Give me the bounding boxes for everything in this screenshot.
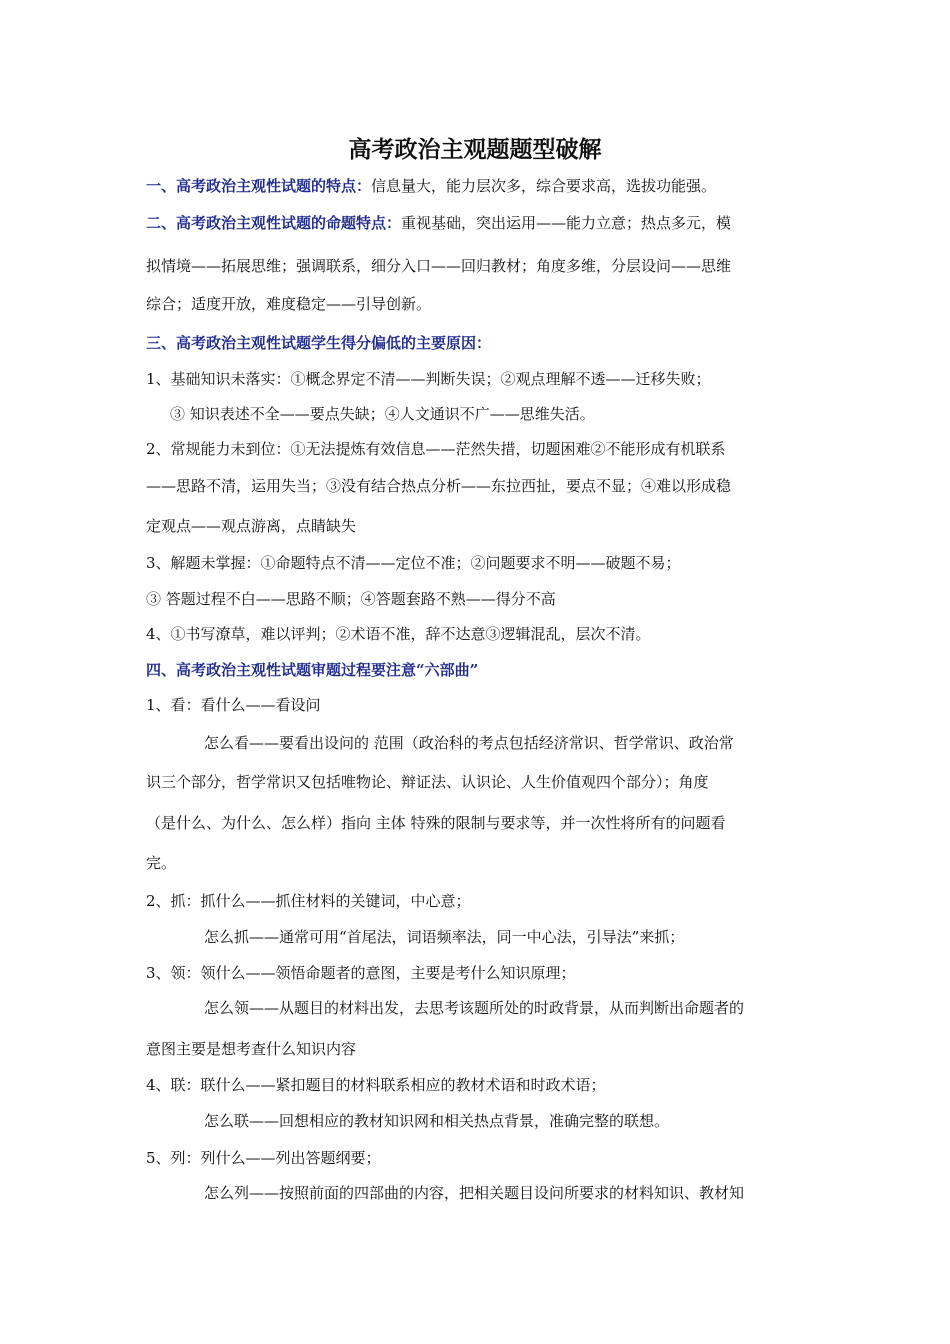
- section-3-item-2a: 2、常规能力未到位：①无法提炼有效信息——茫然失措，切题困难②不能形成有机联系: [146, 440, 726, 458]
- step-1-line-1: 怎么看——要看出设问的 范围（政治科的考点包括经济常识、哲学常识、政治常: [204, 734, 734, 752]
- section-2-line-1: [146, 212, 810, 234]
- section-2-line-2: 拟情境——拓展思维；强调联系，细分入口——回归教材；角度多维，分层设问——思维: [146, 257, 732, 275]
- step-4-line-1: 怎么联——回想相应的教材知识网和相关热点背景，准确完整的联想。: [204, 1112, 670, 1130]
- section-2-heading: 二、高考政治主观性试题的命题特点：: [146, 214, 402, 232]
- section-3-item-2c: 定观点——观点游离，点睛缺失: [146, 517, 357, 535]
- section-3-item-1a: 1、基础知识未落实：①概念界定不清——判断失误；②观点理解不透——迁移失败；: [146, 370, 711, 388]
- section-2-text-1: 重视基础，突出运用——能力立意；热点多元，模: [401, 214, 732, 232]
- step-1-line-4: 完。: [146, 854, 177, 872]
- step-1-title: 1、看：看什么——看设问: [146, 696, 321, 714]
- section-3-item-3b: ③ 答题过程不白——思路不顺；④答题套路不熟——得分不高: [146, 590, 556, 608]
- step-1-line-3: （是什么、为什么、怎么样）指向 主体 特殊的限制与要求等，并一次性将所有的问题看: [146, 814, 726, 832]
- section-4-heading: 四、高考政治主观性试题审题过程要注意“六部曲”: [146, 661, 479, 679]
- section-3-item-1b: ③ 知识表述不全——要点失缺；④人文通识不广——思维失活。: [170, 405, 595, 423]
- step-3-line-1: 怎么领——从题目的材料出发，去思考该题所处的时政背景，从而判断出命题者的: [204, 999, 745, 1017]
- section-2-line-3: 综合；适度开放，难度稳定——引导创新。: [146, 295, 432, 313]
- step-2-title: 2、抓：抓什么——抓住材料的关键词，中心意；: [146, 892, 471, 910]
- section-1-heading: 一、高考政治主观性试题的特点：: [146, 177, 372, 195]
- section-1-text: 信息量大，能力层次多，综合要求高，选拔功能强。: [371, 177, 717, 195]
- step-5-title: 5、列：列什么——列出答题纲要；: [146, 1149, 381, 1167]
- section-3-item-4: 4、①书写潦草，难以评判；②术语不准，辞不达意③逻辑混乱，层次不清。: [146, 625, 651, 643]
- section-3-item-3a: 3、解题未掌握：①命题特点不清——定位不准；②问题要求不明——破题不易；: [146, 554, 681, 572]
- step-2-line-1: 怎么抓——通常可用“首尾法，词语频率法，同一中心法，引导法”来抓；: [204, 928, 685, 946]
- section-3-heading: 三、高考政治主观性试题学生得分偏低的主要原因：: [146, 334, 492, 352]
- step-4-title: 4、联：联什么——紧扣题目的材料联系相应的教材术语和时政术语；: [146, 1076, 606, 1094]
- section-1: [146, 175, 810, 197]
- section-3-item-2b: ——思路不清，运用失当；③没有结合热点分析——东拉西扯，要点不显；④难以形成稳: [146, 477, 732, 495]
- page-title: 高考政治主观题题型破解: [348, 136, 602, 163]
- step-3-line-2: 意图主要是想考查什么知识内容: [146, 1040, 357, 1058]
- step-5-line-1: 怎么列——按照前面的四部曲的内容，把相关题目设问所要求的材料知识、教材知: [204, 1184, 745, 1202]
- step-1-line-2: 识三个部分，哲学常识又包括唯物论、辩证法、认识论、人生价值观四个部分）；角度: [146, 773, 709, 791]
- step-3-title: 3、领：领什么——领悟命题者的意图，主要是考什么知识原理；: [146, 964, 576, 982]
